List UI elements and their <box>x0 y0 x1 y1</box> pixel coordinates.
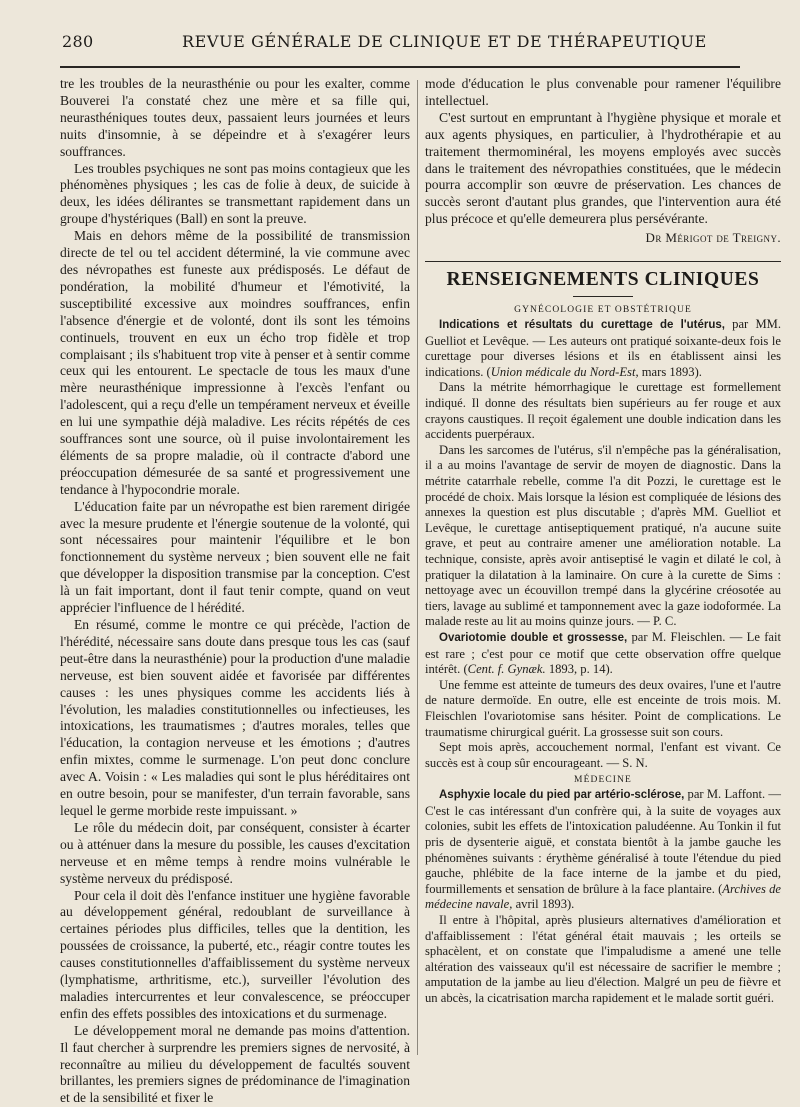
paragraph: Mais en dehors même de la possibilité de transmission directe de tel ou tel accident déterminé, la vie commune avec des névropathes est funeste aux prédisposés. Le défaut de pondération, la mobilité d'humeur et l'émotivité, la susceptibilité excessive aux moindres souffrances, enfin l'absence d'énergie et de volonté, dont ils sont les témoins continuels, trouvent en eux un écho trop fidèle et trop complaisant ; ils s'habituent trop vite à penser et à sentir comme ceux qui les entourent. Le spectacle de tous les maux d'une mère neurasthénique impressionne à l'excès l'enfant ou l'adolescent, qui a reçu d'elle un tempérament nerveux et éveille en lui une sympathie déjà maladive. Les récits répétés de ces souffrances sont une source, où il puise involontairement les éléments de sa propre maladie, où il contracte d'abord une préoccupation démesurée de sa santé et progressivement une tendance à l'hypocondrie morale. <box>60 228 410 497</box>
paragraph: Le rôle du médecin doit, par conséquent, consister à écarter ou à atténuer dans la mesure du possible, les causes d'excitation nerveuse et en même temps à rendre moins vulnérable le système nerveux du prédisposé. <box>60 819 410 886</box>
author-signature: Dr Mérigot de Treigny. <box>645 230 781 246</box>
article-asphyxie <box>425 787 781 1006</box>
paragraph: En résumé, comme le montre ce qui précède, l'action de l'hérédité, nécessaire sans doute dans presque tous les cas (sauf peut-être dans la neurasthénie) pour la production d'une maladie nerveuse, est bien souvent aidée et favorisée par différentes causes : les unes physiques comme les accidents liés à l'évolution, les maladies constitutionnelles ou infectieuses, les intoxications, les traumatismes ; d'autres morales, telles que l'éducation, la contagion nerveuse et les émotions ; d'autres enfin mixtes, comme le surmenage. L'on peut donc conclure avec A. Voisin : « Les maladies qui sont le plus héréditaires ont en outre besoin, pour se manifester, d'un terrain favorable, sans lequel le germe morbide reste impuissant. » <box>60 617 410 818</box>
article-lead <box>425 630 781 678</box>
paragraph: Dans la métrite hémorrhagique le curettage est formellement indiqué. Il donne des résultats bien supérieurs au fer rouge et aux crayons caustiques. Il reçoit également une double indication dans les accidents puerpéraux. <box>425 380 781 442</box>
paragraph: Dans les sarcomes de l'utérus, s'il n'empêche pas la généralisation, il a au moins l'avantage de servir de moyen de diagnostic. Dans la métrite catarrhale rebelle, comme l'a dit Pozzi, le curettage est le procédé de choix. Mais lorsque la lésion est compliquée de lésions des annexes la question est plus discutable ; d'après MM. Guelliot et Levêque, le curettage antiseptiquement pratiqué, n'a aucune suite grave, et peut au contraire amener une amélioration notable. La technique, consiste, après avoir antiseptisé le vagin et dilaté le col, à pratiquer la dilatation à la laminaire. On cure à la curette de Sims : nettoyage avec un écouvillon trempé dans la glycérine créosotée au tiers, lavage au sublimé et tamponnement avec la gaze iodoformée. La malade reste au lit au moins quinze jours. — P. C. <box>425 442 781 629</box>
article-byline: par M. Laffont. — C'est le cas intéressant d'un confrère qui, à la suite de voyages aux colonies, subit les effets de l'intoxication paludéenne. Au Tonkin il fut pris de dysenterie aiguë, et constata bientôt à la jambe gauche les phénomènes suivants : érythème généralisé à toute l'étendue du pied gauche, phlébite de la face interne de la jambe et du pied, fourmillements et sensation de brûlure à la face plantaire. ( <box>425 787 781 896</box>
subsection-heading: GYNÉCOLOGIE ET OBSTÉTRIQUE <box>514 305 692 316</box>
section-title: RENSEIGNEMENTS CLINIQUES <box>446 269 760 291</box>
paragraph: Une femme est atteinte de tumeurs des deux ovaires, l'une et l'autre de nature dermoïde. En outre, elle est enceinte de trois mois. M. Fleischlen l'ovariotomise sans hésiter. Point de complications. Le traumatisme chirurgical guérit. La grossesse suit son cours. <box>425 677 781 739</box>
section-rule <box>425 261 781 262</box>
subsection-heading: MÉDECINE <box>574 775 632 786</box>
left-column <box>60 76 410 1106</box>
article-byline: par M. Fleischlen. — Le fait est rare ; c'est pour ce motif que cette observation offre quelque intérêt. ( <box>425 629 781 677</box>
header-rule <box>60 66 740 68</box>
article-title: Asphyxie locale du pied par artério-sclérose, <box>439 789 685 802</box>
article-lead <box>425 787 781 913</box>
paragraph: Sept mois après, accouchement normal, l'enfant est vivant. Ce succès est à coup sûr encourageant. — S. N. <box>425 740 781 770</box>
article-title: Indications et résultats du curettage de l'utérus, <box>439 319 725 332</box>
article-title: Ovariotomie double et grossesse, <box>439 631 628 644</box>
article-source: Cent. f. Gynæk. <box>467 662 546 677</box>
article-ovariotomie <box>425 630 781 771</box>
page-number: 280 <box>62 32 94 51</box>
column-divider <box>417 80 418 1055</box>
paragraph: Le développement moral ne demande pas moins d'attention. Il faut chercher à surprendre les premiers signes de nervosité, à reconnaître au milieu du développement de facultés souvent brillantes, les premiers signes de prédominance de l'imagination et de la sensibilité et fixer le <box>60 1022 410 1106</box>
article-source: Union médicale du Nord-Est, <box>490 364 639 379</box>
paragraph: tre les troubles de la neurasthénie ou pour les exalter, comme Bouverei l'a constaté chez une mère et sa fille qui, neurasthéniques toutes deux, passaient leurs journées et leurs nuits d'insomnie, à se dépeindre et à s'exagérer leurs souffrances. <box>60 76 410 159</box>
article-source: Archives de médecine navale, <box>425 881 781 912</box>
article-byline: par MM. Guelliot et Levêque. — Les auteurs ont pratiqué soixante-deux fois le curettage pour diverses lésions et ils en établissent ainsi les indications. ( <box>425 317 782 379</box>
article-date: avril 1893). <box>512 897 575 912</box>
article-lead <box>425 317 781 380</box>
paragraph: Les troubles psychiques ne sont pas moins contagieux que les phénomènes physiques ; les cas de folie à deux, de suicide à deux, les idées délirantes se transmettant rapidement dans un groupe d'hystériques (Ball) en sont la preuve. <box>60 160 410 227</box>
article-date: mars 1893). <box>638 364 702 379</box>
paragraph: C'est surtout en empruntant à l'hygiène physique et morale et aux agents physiques, en particulier, à l'hydrothérapie et au traitement thermominéral, les moyens employés avec succès dans le traitement des névropathies constituées, que le médecin pourra accomplir son œuvre de préservation. Les chances de succès seront d'autant plus grandes, que l'intervention aura été plus précoce et qu'elle demeurera plus persévérante. <box>425 109 781 227</box>
page-header <box>0 28 800 58</box>
section-divider <box>573 296 633 297</box>
running-title: REVUE GÉNÉRALE DE CLINIQUE ET DE THÉRAPEUTIQUE <box>182 32 707 51</box>
paragraph: mode d'éducation le plus convenable pour ramener l'équilibre intellectuel. <box>425 76 781 108</box>
article-date: 1893, p. 14). <box>545 662 613 677</box>
article-curettage <box>425 317 781 630</box>
paragraph: L'éducation faite par un névropathe est bien rarement dirigée avec la mesure prudente et l'énergie soutenue de la volonté, qui sont nécessaires pour maintenir l'équilibre et le bon fonctionnement du système nerveux ; bien souvent elle ne fait que développer la disposition transmise par la conception. C'est là un fait important, dont il faut tenir compte, quand on veut apprécier l'influence de l hérédité. <box>60 498 410 616</box>
paragraph: Il entre à l'hôpital, après plusieurs alternatives d'amélioration et d'affaiblissement : l'état général était mauvais ; les orteils se sphacèlent, et on constate que l'impaludisme a amené une telle altération des vaisseaux qu'il est nécessaire de sacrifier le membre ; amputation de la jambe au lieu d'élection. Malgré un peu de fièvre et un abcès, la cicatrisation marcha rapidement et le malade sortit guéri. <box>425 913 781 1005</box>
paragraph: Pour cela il doit dès l'enfance instituer une hygiène favorable au développement général, redoublant de surveillance à certaines périodes plus difficiles, telles que la dentition, les poussées de croissance, la puberté, etc., réagir contre toutes les causes constitutionnelles d'affaiblissement du système nerveux (lymphatisme, arthritisme, etc.), surveiller l'évolution des maladies intercurrentes et leur convalescence, se préoccuper enfin des effets possibles des intoxications et du surmenage. <box>60 887 410 1021</box>
right-column <box>425 76 781 1066</box>
